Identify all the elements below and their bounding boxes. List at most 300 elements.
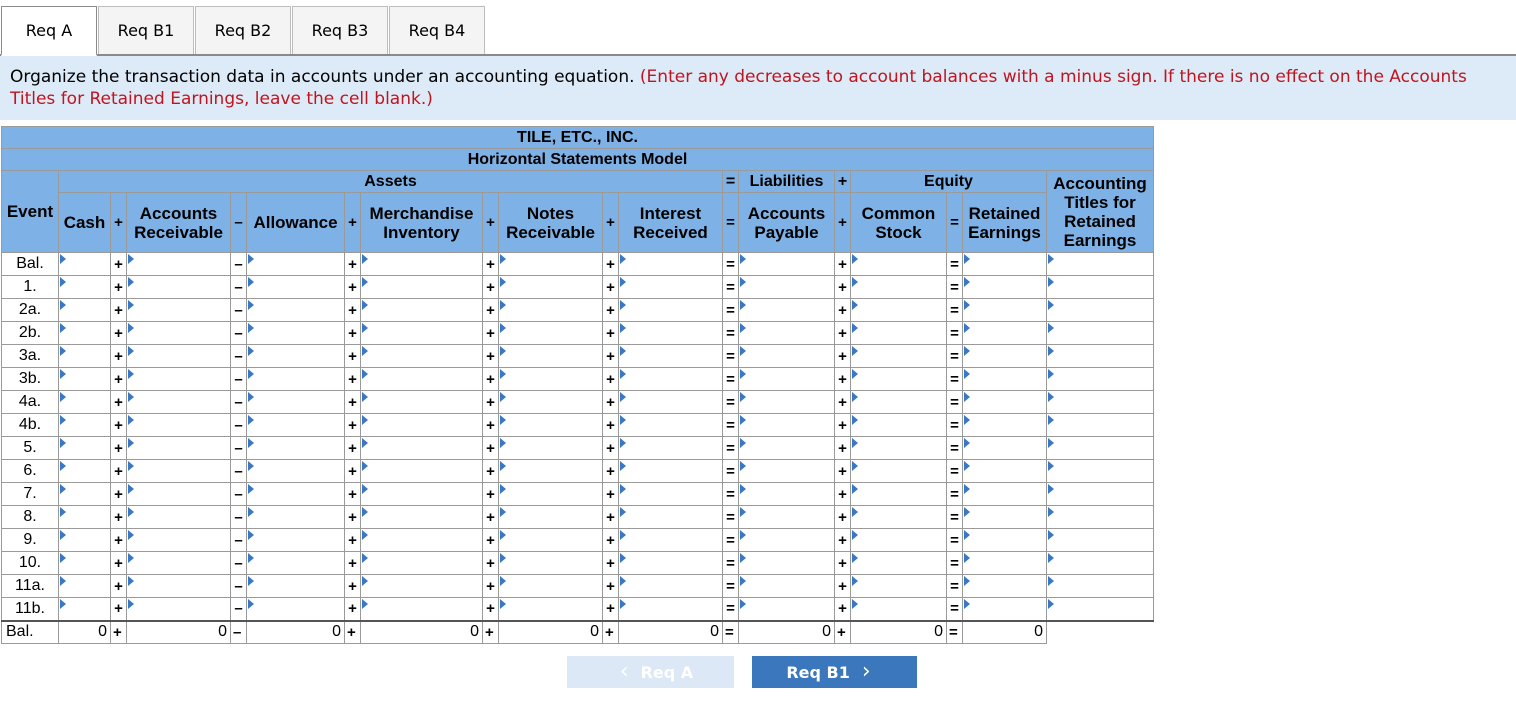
accounting-title-select[interactable] bbox=[1047, 276, 1154, 299]
operator-sign: + bbox=[111, 621, 127, 644]
operator-sign: + bbox=[603, 621, 619, 644]
operator-header: + bbox=[483, 193, 499, 253]
allowance-input[interactable] bbox=[247, 345, 345, 368]
operator-sign: + bbox=[111, 598, 127, 621]
interest-received-input[interactable] bbox=[619, 253, 723, 276]
tab-req-a[interactable]: Req A bbox=[1, 6, 97, 56]
operator-sign: = bbox=[723, 368, 739, 391]
allowance-input[interactable] bbox=[247, 322, 345, 345]
operator-sign: + bbox=[111, 345, 127, 368]
table-row bbox=[2, 529, 1154, 552]
common-stock-input[interactable] bbox=[851, 483, 947, 506]
merchandise-inventory-input[interactable] bbox=[361, 253, 483, 276]
operator-sign: – bbox=[231, 529, 247, 552]
operator-sign: + bbox=[603, 460, 619, 483]
operator-sign: + bbox=[483, 368, 499, 391]
operator-sign: + bbox=[603, 368, 619, 391]
notes-receivable-input[interactable] bbox=[499, 506, 603, 529]
operator-sign: + bbox=[835, 575, 851, 598]
allowance-input[interactable] bbox=[247, 391, 345, 414]
operator-sign: + bbox=[835, 391, 851, 414]
event-label: 5. bbox=[2, 437, 59, 460]
cash-total: 0 bbox=[59, 621, 111, 644]
event-label: 1. bbox=[2, 276, 59, 299]
operator-sign: = bbox=[947, 552, 963, 575]
model-title: Horizontal Statements Model bbox=[2, 149, 1154, 171]
operator-sign: = bbox=[723, 483, 739, 506]
operator-sign: + bbox=[345, 345, 361, 368]
accounts-receivable-header: Accounts Receivable bbox=[127, 193, 231, 253]
cash-input[interactable] bbox=[59, 276, 111, 299]
merchandise-inventory-input[interactable] bbox=[361, 414, 483, 437]
accounts-payable-input[interactable] bbox=[739, 414, 835, 437]
retained-earnings-input[interactable] bbox=[963, 368, 1047, 391]
operator-header: + bbox=[345, 193, 361, 253]
operator-sign: + bbox=[345, 322, 361, 345]
accounting-title-select[interactable] bbox=[1047, 414, 1154, 437]
retained-earnings-input[interactable] bbox=[963, 414, 1047, 437]
cash-input[interactable] bbox=[59, 552, 111, 575]
operator-sign: = bbox=[947, 506, 963, 529]
accounting-title-select[interactable] bbox=[1047, 368, 1154, 391]
allowance-input[interactable] bbox=[247, 575, 345, 598]
accounts-payable-input[interactable] bbox=[739, 575, 835, 598]
allowance-input[interactable] bbox=[247, 483, 345, 506]
operator-sign: – bbox=[231, 621, 247, 644]
accounts-payable-input[interactable] bbox=[739, 391, 835, 414]
merchandise-inventory-input[interactable] bbox=[361, 322, 483, 345]
accounting-title-select[interactable] bbox=[1047, 391, 1154, 414]
notes-receivable-input[interactable] bbox=[499, 322, 603, 345]
operator-sign: + bbox=[483, 345, 499, 368]
equals-sign-group: = bbox=[723, 171, 739, 193]
merchandise-inventory-input[interactable] bbox=[361, 460, 483, 483]
accounts-receivable-input[interactable] bbox=[127, 552, 231, 575]
allowance-input[interactable] bbox=[247, 460, 345, 483]
accounting-title-select[interactable] bbox=[1047, 322, 1154, 345]
accounts-payable-total: 0 bbox=[739, 621, 835, 644]
allowance-input[interactable] bbox=[247, 552, 345, 575]
interest-received-input[interactable] bbox=[619, 529, 723, 552]
retained-earnings-input[interactable] bbox=[963, 575, 1047, 598]
operator-sign: = bbox=[947, 460, 963, 483]
operator-sign: + bbox=[483, 460, 499, 483]
tab-req-b3[interactable]: Req B3 bbox=[292, 6, 388, 54]
accounting-title-select[interactable] bbox=[1047, 575, 1154, 598]
operator-sign: = bbox=[723, 253, 739, 276]
operator-sign: + bbox=[835, 345, 851, 368]
accounts-payable-input[interactable] bbox=[739, 368, 835, 391]
merchandise-inventory-input[interactable] bbox=[361, 391, 483, 414]
operator-sign: + bbox=[603, 253, 619, 276]
interest-received-input[interactable] bbox=[619, 598, 723, 621]
operator-sign: = bbox=[947, 437, 963, 460]
table-row bbox=[2, 299, 1154, 322]
interest-received-input[interactable] bbox=[619, 368, 723, 391]
allowance-input[interactable] bbox=[247, 529, 345, 552]
common-stock-input[interactable] bbox=[851, 460, 947, 483]
cash-input[interactable] bbox=[59, 414, 111, 437]
event-label: Bal. bbox=[2, 253, 59, 276]
accounting-title-select[interactable] bbox=[1047, 460, 1154, 483]
accounting-title-select[interactable] bbox=[1047, 299, 1154, 322]
common-stock-input[interactable] bbox=[851, 345, 947, 368]
operator-sign: – bbox=[231, 322, 247, 345]
allowance-input[interactable] bbox=[247, 276, 345, 299]
cash-input[interactable] bbox=[59, 299, 111, 322]
accounts-receivable-input[interactable] bbox=[127, 460, 231, 483]
operator-sign: – bbox=[231, 552, 247, 575]
operator-sign: + bbox=[603, 529, 619, 552]
operator-sign: + bbox=[345, 598, 361, 621]
cash-input[interactable] bbox=[59, 598, 111, 621]
cash-input[interactable] bbox=[59, 368, 111, 391]
operator-sign: – bbox=[231, 345, 247, 368]
allowance-input[interactable] bbox=[247, 299, 345, 322]
event-label: 6. bbox=[2, 460, 59, 483]
operator-sign: + bbox=[603, 552, 619, 575]
notes-receivable-input[interactable] bbox=[499, 598, 603, 621]
accounts-receivable-input[interactable] bbox=[127, 598, 231, 621]
accounts-payable-input[interactable] bbox=[739, 322, 835, 345]
event-label: 3b. bbox=[2, 368, 59, 391]
accounts-payable-input[interactable] bbox=[739, 552, 835, 575]
retained-earnings-input[interactable] bbox=[963, 299, 1047, 322]
accounts-payable-input[interactable] bbox=[739, 345, 835, 368]
operator-sign: + bbox=[345, 437, 361, 460]
interest-received-input[interactable] bbox=[619, 299, 723, 322]
chevron-left-icon: ‹ bbox=[619, 659, 629, 684]
cash-input[interactable] bbox=[59, 460, 111, 483]
operator-sign: + bbox=[345, 621, 361, 644]
instructions-note: (Enter any decreases to account balances with a minus sign. If there is no effect on the Accounts Titles for Retained Earnings, leave the cell blank.) bbox=[10, 67, 1467, 109]
tab-req-b1[interactable]: Req B1 bbox=[98, 6, 194, 54]
retained-earnings-input[interactable] bbox=[963, 598, 1047, 621]
operator-sign: = bbox=[947, 391, 963, 414]
notes-receivable-input[interactable] bbox=[499, 575, 603, 598]
operator-sign: + bbox=[111, 414, 127, 437]
operator-sign: + bbox=[111, 506, 127, 529]
retained-earnings-input[interactable] bbox=[963, 483, 1047, 506]
merchandise-inventory-input[interactable] bbox=[361, 529, 483, 552]
tab-req-b4[interactable]: Req B4 bbox=[389, 6, 485, 54]
table-row bbox=[2, 368, 1154, 391]
totals-row bbox=[2, 621, 1154, 644]
notes-receivable-input[interactable] bbox=[499, 529, 603, 552]
operator-sign: + bbox=[345, 299, 361, 322]
operator-sign: = bbox=[947, 299, 963, 322]
accounts-receivable-input[interactable] bbox=[127, 506, 231, 529]
common-stock-input[interactable] bbox=[851, 437, 947, 460]
cash-input[interactable] bbox=[59, 322, 111, 345]
operator-sign: + bbox=[603, 598, 619, 621]
event-label: 3a. bbox=[2, 345, 59, 368]
tab-bar bbox=[0, 0, 1516, 56]
table-row bbox=[2, 414, 1154, 437]
accounts-payable-input[interactable] bbox=[739, 506, 835, 529]
notes-receivable-header: Notes Receivable bbox=[499, 193, 603, 253]
operator-sign: = bbox=[723, 414, 739, 437]
interest-received-input[interactable] bbox=[619, 483, 723, 506]
event-header: Event bbox=[2, 171, 59, 253]
table-row bbox=[2, 253, 1154, 276]
accounts-receivable-input[interactable] bbox=[127, 414, 231, 437]
operator-sign: + bbox=[111, 437, 127, 460]
accounting-title-select[interactable] bbox=[1047, 552, 1154, 575]
interest-received-input[interactable] bbox=[619, 345, 723, 368]
interest-received-input[interactable] bbox=[619, 552, 723, 575]
table-row bbox=[2, 506, 1154, 529]
accounts-receivable-input[interactable] bbox=[127, 345, 231, 368]
interest-received-input[interactable] bbox=[619, 575, 723, 598]
operator-sign: – bbox=[231, 276, 247, 299]
notes-receivable-input[interactable] bbox=[499, 391, 603, 414]
notes-receivable-input[interactable] bbox=[499, 437, 603, 460]
allowance-input[interactable] bbox=[247, 506, 345, 529]
notes-receivable-input[interactable] bbox=[499, 483, 603, 506]
retained-earnings-input[interactable] bbox=[963, 322, 1047, 345]
retained-earnings-input[interactable] bbox=[963, 253, 1047, 276]
notes-receivable-input[interactable] bbox=[499, 552, 603, 575]
accounting-title-select[interactable] bbox=[1047, 598, 1154, 621]
table-row bbox=[2, 345, 1154, 368]
operator-sign: = bbox=[723, 322, 739, 345]
common-stock-input[interactable] bbox=[851, 322, 947, 345]
operator-sign: + bbox=[603, 299, 619, 322]
notes-receivable-input[interactable] bbox=[499, 299, 603, 322]
common-stock-input[interactable] bbox=[851, 414, 947, 437]
table-row bbox=[2, 276, 1154, 299]
operator-sign: = bbox=[723, 276, 739, 299]
event-label: 7. bbox=[2, 483, 59, 506]
cash-input[interactable] bbox=[59, 437, 111, 460]
operator-sign: + bbox=[835, 276, 851, 299]
merchandise-inventory-input[interactable] bbox=[361, 368, 483, 391]
accounts-receivable-input[interactable] bbox=[127, 322, 231, 345]
interest-received-input[interactable] bbox=[619, 414, 723, 437]
operator-sign: + bbox=[603, 414, 619, 437]
cash-input[interactable] bbox=[59, 575, 111, 598]
common-stock-input[interactable] bbox=[851, 253, 947, 276]
operator-sign: + bbox=[345, 368, 361, 391]
accounts-payable-input[interactable] bbox=[739, 299, 835, 322]
operator-sign: = bbox=[947, 368, 963, 391]
retained-earnings-input[interactable] bbox=[963, 391, 1047, 414]
operator-sign: = bbox=[723, 391, 739, 414]
common-stock-input[interactable] bbox=[851, 276, 947, 299]
operator-sign: = bbox=[723, 345, 739, 368]
merchandise-inventory-input[interactable] bbox=[361, 276, 483, 299]
operator-sign: + bbox=[345, 391, 361, 414]
accounts-payable-input[interactable] bbox=[739, 483, 835, 506]
notes-receivable-input[interactable] bbox=[499, 460, 603, 483]
operator-sign: + bbox=[345, 276, 361, 299]
interest-received-input[interactable] bbox=[619, 460, 723, 483]
operator-sign: + bbox=[345, 506, 361, 529]
operator-sign: + bbox=[111, 552, 127, 575]
cash-input[interactable] bbox=[59, 529, 111, 552]
interest-received-input[interactable] bbox=[619, 437, 723, 460]
cash-header: Cash bbox=[59, 193, 111, 253]
merchandise-inventory-header: Merchandise Inventory bbox=[361, 193, 483, 253]
operator-sign: = bbox=[947, 276, 963, 299]
notes-receivable-input[interactable] bbox=[499, 368, 603, 391]
retained-earnings-input[interactable] bbox=[963, 437, 1047, 460]
cash-input[interactable] bbox=[59, 483, 111, 506]
cash-input[interactable] bbox=[59, 506, 111, 529]
allowance-input[interactable] bbox=[247, 368, 345, 391]
operator-sign: = bbox=[947, 345, 963, 368]
operator-sign: + bbox=[603, 483, 619, 506]
retained-earnings-input[interactable] bbox=[963, 529, 1047, 552]
assets-header: Assets bbox=[59, 171, 723, 193]
notes-receivable-input[interactable] bbox=[499, 414, 603, 437]
common-stock-total: 0 bbox=[851, 621, 947, 644]
retained-earnings-input[interactable] bbox=[963, 345, 1047, 368]
event-label: 4a. bbox=[2, 391, 59, 414]
accounts-receivable-input[interactable] bbox=[127, 368, 231, 391]
accounts-receivable-input[interactable] bbox=[127, 437, 231, 460]
common-stock-input[interactable] bbox=[851, 598, 947, 621]
accounts-payable-input[interactable] bbox=[739, 276, 835, 299]
common-stock-input[interactable] bbox=[851, 299, 947, 322]
accounting-title-select[interactable] bbox=[1047, 483, 1154, 506]
operator-sign: = bbox=[947, 621, 963, 644]
totals-label: Bal. bbox=[2, 621, 59, 644]
operator-header: + bbox=[111, 193, 127, 253]
interest-received-input[interactable] bbox=[619, 391, 723, 414]
retained-earnings-input[interactable] bbox=[963, 552, 1047, 575]
operator-sign: + bbox=[483, 322, 499, 345]
merchandise-inventory-input[interactable] bbox=[361, 552, 483, 575]
next-req-button[interactable] bbox=[752, 656, 917, 688]
accounts-receivable-input[interactable] bbox=[127, 529, 231, 552]
operator-sign: – bbox=[231, 437, 247, 460]
operator-sign: + bbox=[345, 460, 361, 483]
operator-sign: + bbox=[483, 391, 499, 414]
merchandise-inventory-input[interactable] bbox=[361, 299, 483, 322]
operator-sign: + bbox=[835, 414, 851, 437]
operator-sign: – bbox=[231, 598, 247, 621]
retained-earnings-header: Retained Earnings bbox=[963, 193, 1047, 253]
notes-receivable-input[interactable] bbox=[499, 276, 603, 299]
table-row bbox=[2, 437, 1154, 460]
operator-header: – bbox=[231, 193, 247, 253]
interest-received-input[interactable] bbox=[619, 322, 723, 345]
table-row bbox=[2, 598, 1154, 621]
operator-sign: + bbox=[603, 276, 619, 299]
accounts-receivable-total: 0 bbox=[127, 621, 231, 644]
operator-sign: – bbox=[231, 483, 247, 506]
accounts-receivable-input[interactable] bbox=[127, 253, 231, 276]
tab-req-b2[interactable]: Req B2 bbox=[195, 6, 291, 54]
cash-input[interactable] bbox=[59, 391, 111, 414]
notes-receivable-input[interactable] bbox=[499, 253, 603, 276]
notes-receivable-input[interactable] bbox=[499, 345, 603, 368]
retained-earnings-input[interactable] bbox=[963, 276, 1047, 299]
instructions bbox=[0, 56, 1516, 120]
merchandise-inventory-input[interactable] bbox=[361, 483, 483, 506]
operator-sign: = bbox=[723, 598, 739, 621]
accounts-payable-input[interactable] bbox=[739, 460, 835, 483]
merchandise-inventory-input[interactable] bbox=[361, 345, 483, 368]
interest-received-input[interactable] bbox=[619, 276, 723, 299]
table-row bbox=[2, 322, 1154, 345]
operator-sign: + bbox=[835, 322, 851, 345]
accounts-receivable-input[interactable] bbox=[127, 575, 231, 598]
merchandise-inventory-input[interactable] bbox=[361, 598, 483, 621]
common-stock-input[interactable] bbox=[851, 529, 947, 552]
accounting-title-select[interactable] bbox=[1047, 529, 1154, 552]
common-stock-input[interactable] bbox=[851, 552, 947, 575]
accounts-payable-input[interactable] bbox=[739, 437, 835, 460]
merchandise-inventory-input[interactable] bbox=[361, 506, 483, 529]
retained-earnings-input[interactable] bbox=[963, 460, 1047, 483]
merchandise-inventory-input[interactable] bbox=[361, 575, 483, 598]
operator-header: + bbox=[603, 193, 619, 253]
operator-sign: + bbox=[345, 552, 361, 575]
allowance-input[interactable] bbox=[247, 414, 345, 437]
operator-sign: = bbox=[947, 575, 963, 598]
operator-sign: + bbox=[111, 460, 127, 483]
cash-input[interactable] bbox=[59, 253, 111, 276]
allowance-input[interactable] bbox=[247, 437, 345, 460]
common-stock-input[interactable] bbox=[851, 391, 947, 414]
accounting-title-select[interactable] bbox=[1047, 437, 1154, 460]
operator-sign: + bbox=[483, 552, 499, 575]
operator-sign: – bbox=[231, 368, 247, 391]
operator-sign: + bbox=[111, 322, 127, 345]
operator-sign: = bbox=[723, 506, 739, 529]
merchandise-inventory-total: 0 bbox=[361, 621, 483, 644]
common-stock-input[interactable] bbox=[851, 506, 947, 529]
operator-header: = bbox=[947, 193, 963, 253]
allowance-input[interactable] bbox=[247, 598, 345, 621]
table-row bbox=[2, 575, 1154, 598]
merchandise-inventory-input[interactable] bbox=[361, 437, 483, 460]
operator-sign: – bbox=[231, 460, 247, 483]
accounts-payable-input[interactable] bbox=[739, 529, 835, 552]
event-label: 2a. bbox=[2, 299, 59, 322]
operator-sign: = bbox=[723, 460, 739, 483]
common-stock-input[interactable] bbox=[851, 575, 947, 598]
cash-input[interactable] bbox=[59, 345, 111, 368]
accounts-payable-input[interactable] bbox=[739, 598, 835, 621]
table-row bbox=[2, 391, 1154, 414]
accounting-title-select[interactable] bbox=[1047, 253, 1154, 276]
accounting-title-select[interactable] bbox=[1047, 345, 1154, 368]
operator-sign: + bbox=[483, 276, 499, 299]
operator-sign: + bbox=[111, 368, 127, 391]
accounts-payable-input[interactable] bbox=[739, 253, 835, 276]
operator-sign: + bbox=[835, 460, 851, 483]
retained-earnings-input[interactable] bbox=[963, 506, 1047, 529]
operator-sign: = bbox=[947, 598, 963, 621]
accounts-receivable-input[interactable] bbox=[127, 299, 231, 322]
operator-sign: + bbox=[483, 575, 499, 598]
operator-sign: + bbox=[835, 437, 851, 460]
accounts-receivable-input[interactable] bbox=[127, 276, 231, 299]
equity-header: Equity bbox=[851, 171, 1047, 193]
accounting-title-select[interactable] bbox=[1047, 506, 1154, 529]
allowance-input[interactable] bbox=[247, 253, 345, 276]
accounts-receivable-input[interactable] bbox=[127, 483, 231, 506]
operator-sign: – bbox=[231, 575, 247, 598]
event-label: 10. bbox=[2, 552, 59, 575]
accounts-receivable-input[interactable] bbox=[127, 391, 231, 414]
common-stock-input[interactable] bbox=[851, 368, 947, 391]
interest-received-input[interactable] bbox=[619, 506, 723, 529]
